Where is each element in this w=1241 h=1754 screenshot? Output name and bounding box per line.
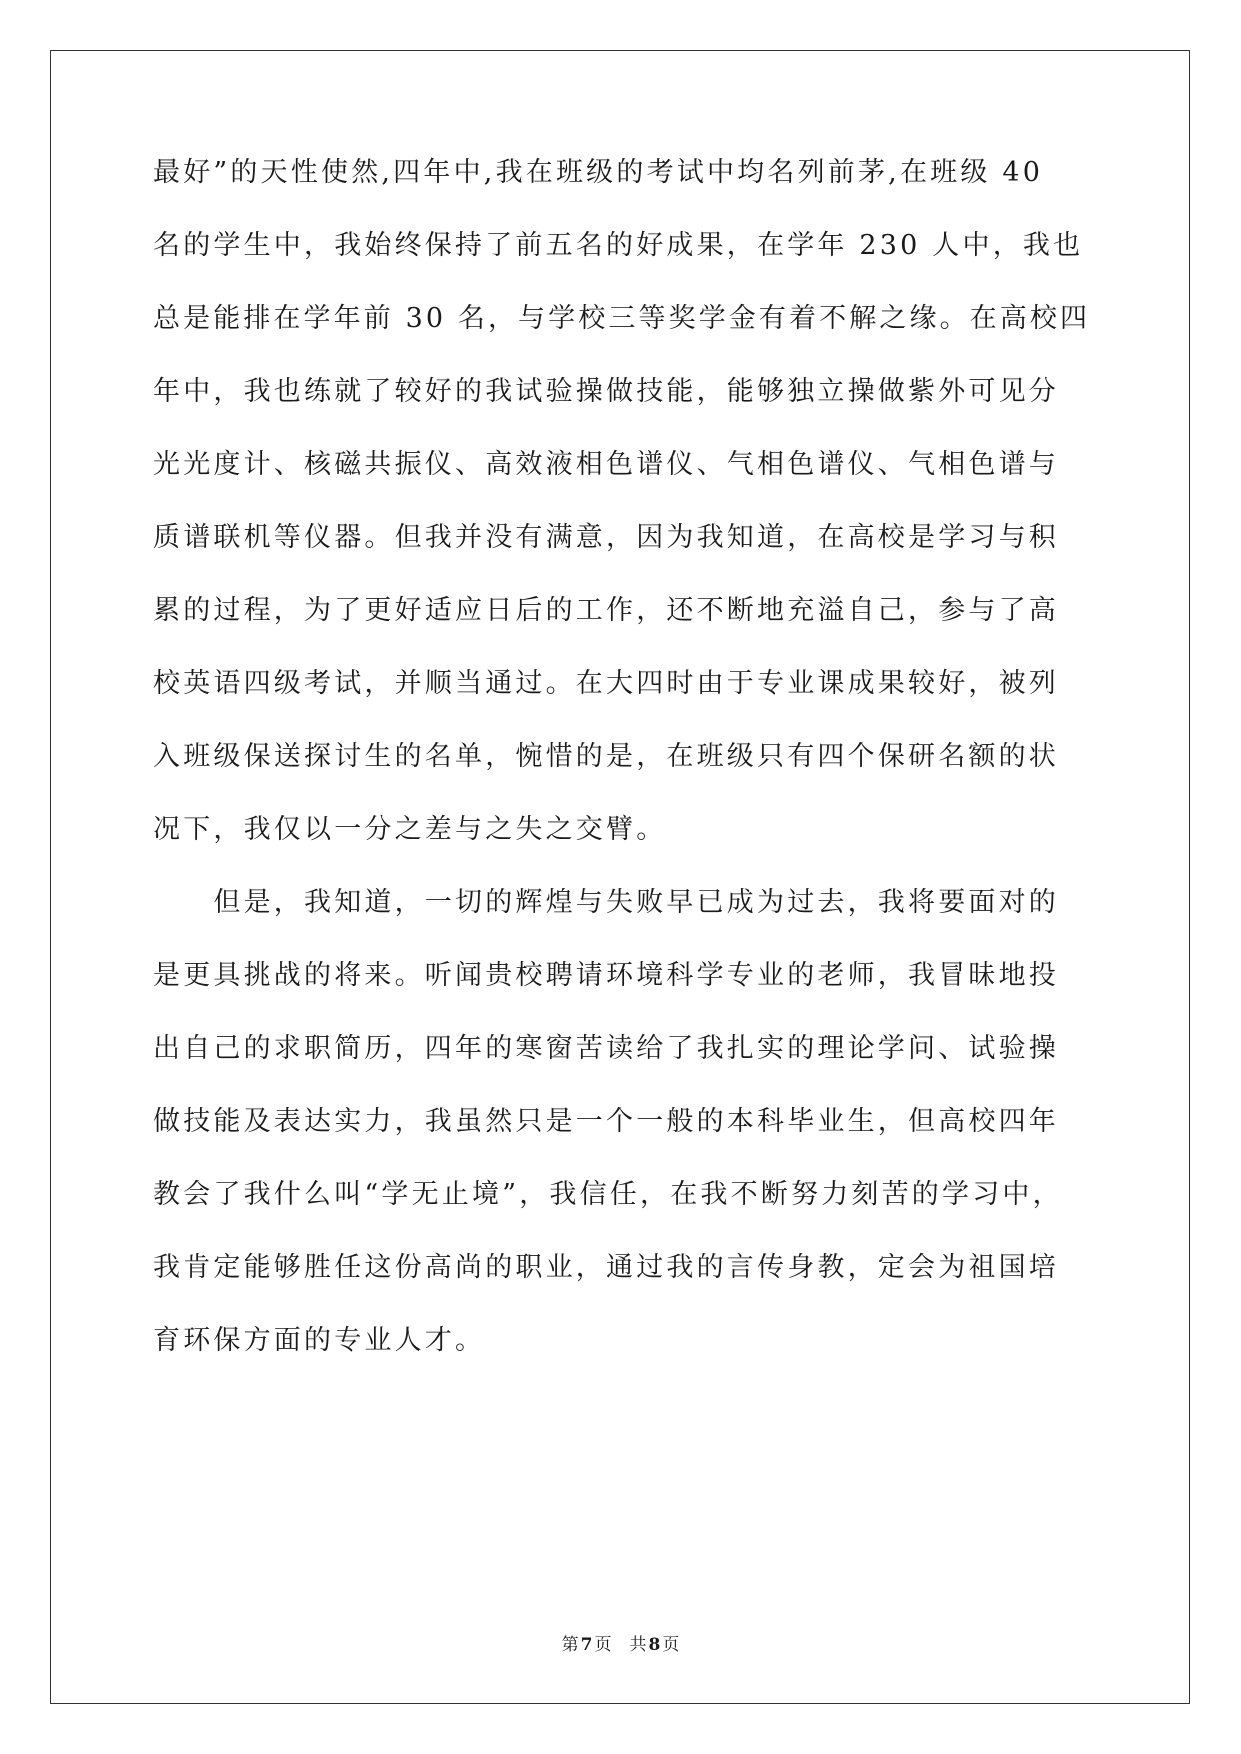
text-line: 教会了我什么叫“学无止境”，我信任，在我不断努力刻苦的学习中， bbox=[153, 1179, 1063, 1210]
text-line: 最好”的天性使然,四年中,我在班级的考试中均名列前茅,在班级 40 bbox=[153, 157, 1044, 188]
text-line: 是更具挑战的将来。听闻贵校聘请环境科学专业的老师，我冒昧地投 bbox=[153, 960, 1059, 991]
footer-prefix: 第 bbox=[561, 1635, 579, 1655]
text-line: 我肯定能够胜任这份高尚的职业，通过我的言传身教，定会为祖国培 bbox=[153, 1252, 1059, 1283]
text-line: 育环保方面的专业人才。 bbox=[153, 1325, 486, 1356]
footer-page-unit: 页 bbox=[594, 1635, 612, 1655]
text-line: 出自己的求职简历，四年的寒窗苦读给了我扎实的理论学问、试验操 bbox=[153, 1033, 1059, 1064]
text-line: 入班级保送探讨生的名单，惋惜的是，在班级只有四个保研名额的状 bbox=[153, 741, 1059, 772]
page-border bbox=[50, 50, 1190, 1704]
text-line: 校英语四级考试，并顺当通过。在大四时由于专业课成果较好，被列 bbox=[153, 668, 1059, 699]
text-line: 名的学生中，我始终保持了前五名的好成果，在学年 230 人中，我也 bbox=[153, 230, 1084, 261]
footer-total-unit: 页 bbox=[662, 1635, 680, 1655]
text-line: 光光度计、核磁共振仪、高效液相色谱仪、气相色谱仪、气相色谱与 bbox=[153, 449, 1059, 480]
total-page-number: 8 bbox=[648, 1635, 661, 1655]
text-line: 但是，我知道，一切的辉煌与失败早已成为过去，我将要面对的 bbox=[153, 887, 1059, 918]
page-footer bbox=[0, 1630, 1241, 1655]
footer-total-prefix: 共 bbox=[629, 1635, 647, 1655]
text-line: 做技能及表达实力，我虽然只是一个一般的本科毕业生，但高校四年 bbox=[153, 1106, 1059, 1137]
text-line: 质谱联机等仪器。但我并没有满意，因为我知道，在高校是学习与积 bbox=[153, 522, 1059, 553]
text-line: 累的过程，为了更好适应日后的工作，还不断地充溢自己，参与了高 bbox=[153, 595, 1059, 626]
text-line: 况下，我仅以一分之差与之失之交臂。 bbox=[153, 814, 667, 845]
text-line: 总是能排在学年前 30 名，与学校三等奖学金有着不解之缘。在高校四 bbox=[153, 303, 1091, 334]
text-line: 年中，我也练就了较好的我试验操做技能，能够独立操做紫外可见分 bbox=[153, 376, 1059, 407]
current-page-number: 7 bbox=[580, 1635, 593, 1655]
